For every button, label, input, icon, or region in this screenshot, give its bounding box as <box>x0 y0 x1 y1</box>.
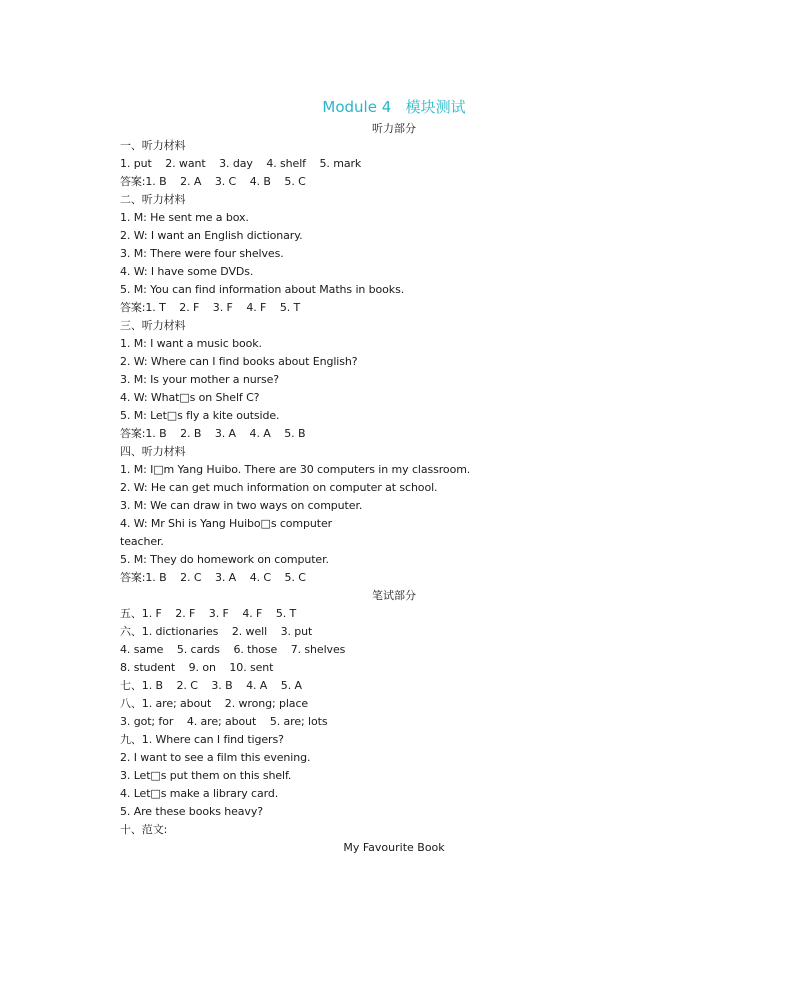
text-line: 五、1. F 2. F 3. F 4. F 5. T <box>120 607 297 620</box>
text-line: 1. put 2. want 3. day 4. shelf 5. mark <box>120 157 362 170</box>
text-line: 5. M: Let□s fly a kite outside. <box>120 409 280 422</box>
text-line: 4. W: Mr Shi is Yang Huibo□s computer <box>120 517 333 530</box>
text-line: 答案:1. B 2. B 3. A 4. A 5. B <box>120 427 306 440</box>
text-line: 1. M: He sent me a box. <box>120 211 249 224</box>
text-line: 1. M: I want a music book. <box>120 337 262 350</box>
text-line: 3. Let□s put them on this shelf. <box>120 769 292 782</box>
text-line: 4. W: I have some DVDs. <box>120 265 254 278</box>
text-line: 2. I want to see a film this evening. <box>120 751 311 764</box>
text-line: 答案:1. B 2. C 3. A 4. C 5. C <box>120 571 306 584</box>
text-line: 九、1. Where can I find tigers? <box>120 733 284 746</box>
text-line: 2. W: I want an English dictionary. <box>120 229 303 242</box>
text-line: 3. got; for 4. are; about 5. are; lots <box>120 715 328 728</box>
text-line: 8. student 9. on 10. sent <box>120 661 274 674</box>
text-line: 5. M: They do homework on computer. <box>120 553 329 566</box>
listening-section-heading: 听力部分 <box>372 122 416 135</box>
text-line: 答案:1. B 2. A 3. C 4. B 5. C <box>120 175 306 188</box>
text-line: 5. M: You can find information about Maths in books. <box>120 283 405 296</box>
text-line: 一、听力材料 <box>120 139 186 152</box>
text-line: 4. W: What□s on Shelf C? <box>120 391 260 404</box>
text-line: 答案:1. T 2. F 3. F 4. F 5. T <box>120 301 301 314</box>
text-line: 六、1. dictionaries 2. well 3. put <box>120 625 313 638</box>
text-line: 2. W: Where can I find books about English? <box>120 355 358 368</box>
text-line: 4. Let□s make a library card. <box>120 787 279 800</box>
text-line: 三、听力材料 <box>120 319 186 332</box>
text-line: 八、1. are; about 2. wrong; place <box>120 697 309 710</box>
text-line: 1. M: I□m Yang Huibo. There are 30 computers in my classroom. <box>120 463 471 476</box>
writing-section-heading: 笔试部分 <box>372 589 416 602</box>
document-title: Module 4 模块测试 <box>322 98 466 116</box>
text-line: 十、范文: <box>120 823 168 836</box>
text-line: 3. M: There were four shelves. <box>120 247 284 260</box>
essay-title: My Favourite Book <box>343 841 445 854</box>
text-line: 2. W: He can get much information on computer at school. <box>120 481 438 494</box>
text-line: 4. same 5. cards 6. those 7. shelves <box>120 643 346 656</box>
text-line: 四、听力材料 <box>120 445 186 458</box>
text-line: teacher. <box>120 535 164 548</box>
text-line: 3. M: We can draw in two ways on computer. <box>120 499 363 512</box>
text-line: 七、1. B 2. C 3. B 4. A 5. A <box>120 679 302 692</box>
text-line: 二、听力材料 <box>120 193 186 206</box>
text-line: 5. Are these books heavy? <box>120 805 263 818</box>
text-line: 3. M: Is your mother a nurse? <box>120 373 280 386</box>
